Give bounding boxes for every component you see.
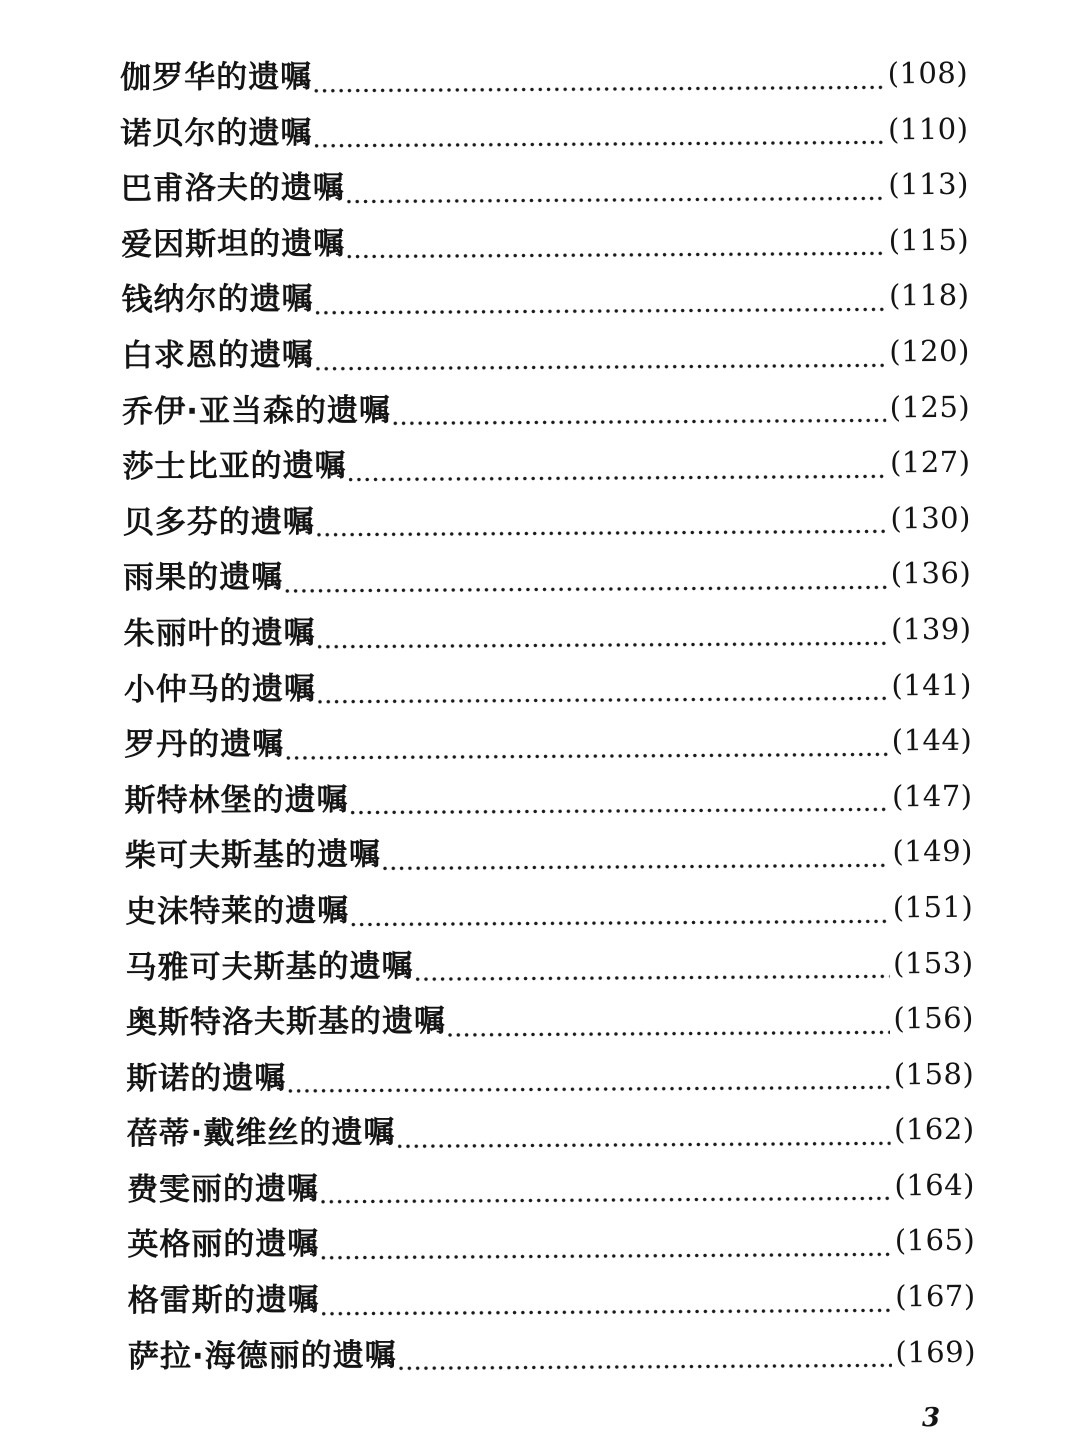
toc-entry [127, 1159, 975, 1220]
toc-entry-title: 贝多芬的遗嘱 [122, 503, 315, 541]
dot-leader [399, 1348, 892, 1371]
dot-leader [351, 903, 889, 926]
toc-entry-title: 朱丽叶的遗嘱 [123, 614, 316, 652]
table-of-contents [120, 47, 976, 1386]
toc-entry [121, 158, 969, 219]
dot-leader [349, 458, 887, 481]
dot-leader [317, 514, 887, 537]
dot-leader [315, 291, 885, 314]
toc-entry [124, 658, 972, 719]
toc-entry [125, 936, 973, 997]
toc-entry-page: (118) [888, 278, 970, 313]
toc-entry-title: 白求恩的遗嘱 [121, 336, 314, 374]
toc-entry [121, 269, 969, 330]
toc-entry-title: 莎士比亚的遗嘱 [122, 447, 347, 486]
toc-entry-page: (151) [892, 889, 974, 925]
toc-entry-page: (125) [889, 389, 971, 424]
toc-entry-page: (113) [888, 167, 969, 202]
toc-entry-title: 奥斯特洛夫斯基的遗嘱 [125, 1003, 447, 1042]
toc-entry-title: 英格丽的遗嘱 [127, 1226, 320, 1264]
dot-leader [416, 958, 890, 981]
toc-entry-page: (136) [890, 556, 972, 591]
toc-entry-page: (110) [887, 111, 969, 146]
toc-entry [125, 825, 973, 886]
dot-leader [397, 1125, 890, 1148]
toc-entry [126, 992, 974, 1053]
toc-entry-page: (108) [887, 55, 969, 91]
dot-leader [383, 847, 889, 870]
toc-entry [127, 1270, 975, 1331]
toc-entry-page: (169) [895, 1334, 977, 1369]
toc-entry-page: (115) [888, 222, 970, 258]
dot-leader [347, 180, 885, 203]
toc-entry-title: 马雅可夫斯基的遗嘱 [125, 947, 414, 986]
toc-entry-title: 柴可夫斯基的遗嘱 [124, 836, 382, 875]
toc-entry-page: (162) [894, 1112, 975, 1147]
toc-entry-title: 罗丹的遗嘱 [124, 726, 285, 764]
toc-entry-page: (158) [893, 1056, 975, 1091]
toc-entry [123, 547, 971, 608]
toc-entry-title: 巴甫洛夫的遗嘱 [120, 169, 345, 208]
toc-entry-title: 钱纳尔的遗嘱 [121, 281, 314, 319]
toc-entry-title: 格雷斯的遗嘱 [127, 1281, 320, 1320]
dot-leader [314, 125, 884, 148]
toc-entry [121, 214, 969, 275]
toc-entry [124, 770, 972, 831]
toc-entry-page: (149) [892, 834, 974, 869]
toc-entry-page: (165) [894, 1223, 976, 1258]
toc-entry [123, 492, 971, 553]
toc-entry-page: (144) [891, 722, 973, 758]
toc-entry-title: 雨果的遗嘱 [123, 559, 284, 597]
toc-entry [122, 325, 970, 386]
toc-entry-page: (120) [889, 333, 970, 369]
dot-leader [393, 402, 886, 425]
dot-leader [316, 347, 886, 370]
toc-entry-title: 诺贝尔的遗嘱 [120, 114, 313, 152]
page-number: 3 [922, 1403, 941, 1433]
toc-entry-page: (130) [890, 500, 971, 536]
toc-entry-page: (141) [891, 667, 972, 702]
toc-entry-page: (127) [889, 444, 971, 480]
dot-leader [322, 1292, 892, 1315]
dot-leader [448, 1014, 890, 1037]
dot-leader [318, 625, 888, 648]
toc-entry-page: (147) [891, 778, 973, 814]
dot-leader [314, 69, 884, 92]
toc-entry [126, 1047, 974, 1108]
toc-entry-title: 爱因斯坦的遗嘱 [121, 225, 346, 263]
toc-entry-title: 斯诺的遗嘱 [126, 1059, 287, 1097]
toc-entry-page: (139) [890, 611, 972, 647]
toc-entry [124, 714, 972, 775]
dot-leader [351, 792, 889, 815]
toc-entry-title: 蓓蒂·戴维丝的遗嘱 [126, 1114, 396, 1153]
toc-entry [128, 1325, 976, 1386]
dot-leader [285, 569, 887, 593]
dot-leader [286, 736, 888, 760]
toc-entry-page: (156) [893, 1000, 975, 1036]
toc-entry [125, 881, 973, 942]
toc-entry-page: (167) [895, 1278, 976, 1314]
toc-entry-title: 史沫特莱的遗嘱 [125, 892, 350, 930]
toc-entry [123, 603, 971, 664]
dot-leader [318, 680, 888, 703]
dot-leader [321, 1181, 891, 1204]
toc-entry [126, 1103, 974, 1164]
toc-entry [122, 380, 970, 441]
dot-leader [347, 236, 885, 259]
toc-entry-title: 萨拉·海德丽的遗嘱 [127, 1336, 397, 1375]
toc-entry [120, 47, 968, 108]
toc-entry-title: 斯特林堡的遗嘱 [124, 781, 349, 819]
toc-entry-title: 费雯丽的遗嘱 [126, 1170, 320, 1208]
toc-entry [122, 436, 970, 497]
toc-entry [120, 102, 968, 163]
toc-entry-title: 小仲马的遗嘱 [123, 670, 317, 708]
toc-entry-title: 乔伊·亚当森的遗嘱 [122, 391, 392, 430]
dot-leader [288, 1070, 890, 1094]
toc-entry-title: 伽罗华的遗嘱 [120, 58, 313, 96]
dot-leader [321, 1236, 891, 1259]
toc-entry [127, 1214, 975, 1275]
toc-entry-page: (164) [894, 1167, 976, 1203]
toc-entry-page: (153) [892, 945, 974, 980]
